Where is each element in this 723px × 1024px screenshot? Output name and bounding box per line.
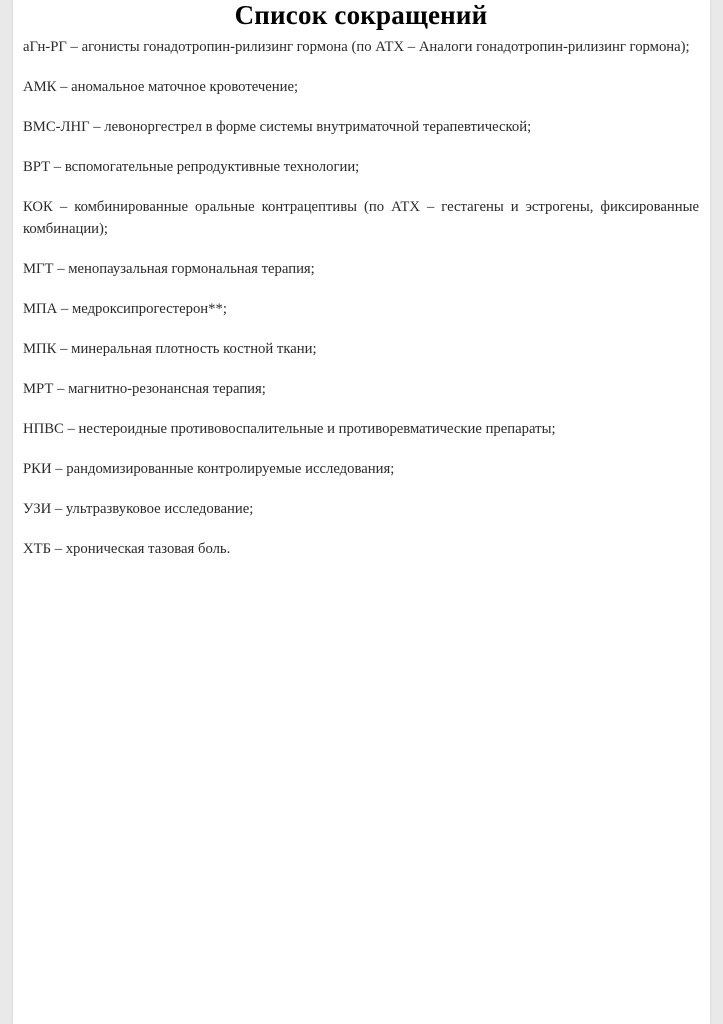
abbreviation-term: КОК <box>23 199 53 215</box>
abbreviation-definition: агонисты гонадотропин-рилизинг гормона (по АТХ – Аналоги гонадотропин-рилизинг гормона); <box>81 39 690 55</box>
separator-dash: – <box>57 381 65 397</box>
abbreviation-entry <box>23 258 699 280</box>
abbreviation-definition: комбинированные оральные контрацептивы (по АТХ – гестагены и эстрогены, фиксированные комбинации); <box>23 199 700 237</box>
abbreviation-entry <box>23 458 699 480</box>
page-content <box>23 0 699 578</box>
document-page <box>13 0 710 1024</box>
abbreviation-term: ВРТ <box>23 159 51 175</box>
abbreviation-entry <box>23 418 699 440</box>
abbreviation-definition: нестероидные противовоспалительные и противоревматические препараты; <box>78 421 556 437</box>
abbreviation-definition: медроксипрогестерон**; <box>71 301 227 317</box>
separator-dash: – <box>93 119 101 135</box>
abbreviation-definition: ультразвуковое исследование; <box>65 501 254 517</box>
abbreviation-entry <box>23 338 699 360</box>
abbreviation-definition: менопаузальная гормональная терапия; <box>68 261 315 277</box>
abbreviation-term: НПВС <box>23 421 64 437</box>
abbreviation-term: РКИ <box>23 461 52 477</box>
page-title: Список сокращений <box>234 0 488 30</box>
abbreviation-entry <box>23 538 699 560</box>
separator-dash: – <box>54 501 63 517</box>
abbreviation-definition: левоноргестрел в форме системы внутриматочной терапевтической; <box>104 119 532 135</box>
separator-dash: – <box>60 301 69 317</box>
abbreviation-definition: магнитно-резонансная терапия; <box>68 381 266 397</box>
separator-dash: – <box>57 261 65 277</box>
abbreviation-definition: хроническая тазовая боль. <box>65 541 231 557</box>
abbreviation-entry <box>23 36 699 58</box>
separator-dash: – <box>67 421 75 437</box>
abbreviation-entry <box>23 378 699 400</box>
abbreviation-term: МГТ <box>23 261 54 277</box>
separator-dash: – <box>60 79 68 95</box>
abbreviation-term: ХТБ <box>23 541 52 557</box>
abbreviation-entry <box>23 298 699 320</box>
abbreviation-term: МПА <box>23 301 58 317</box>
abbreviation-entry <box>23 196 699 240</box>
separator-dash: – <box>70 39 78 55</box>
separator-dash: – <box>60 341 68 357</box>
abbreviation-term: АМК <box>23 79 57 95</box>
abbreviation-term: ВМС-ЛНГ <box>23 119 90 135</box>
abbreviation-entry <box>23 76 699 98</box>
abbreviation-definition: рандомизированные контролируемые исследования; <box>66 461 395 477</box>
abbreviation-term: аГн-РГ <box>23 39 67 55</box>
separator-dash: – <box>53 159 62 175</box>
abbreviation-term: МРТ <box>23 381 54 397</box>
abbreviation-list <box>23 36 699 560</box>
abbreviation-definition: вспомогательные репродуктивные технологии; <box>64 159 360 175</box>
separator-dash: – <box>54 541 63 557</box>
separator-dash: – <box>55 461 63 477</box>
abbreviation-entry <box>23 116 699 138</box>
abbreviation-definition: аномальное маточное кровотечение; <box>71 79 299 95</box>
abbreviation-definition: минеральная плотность костной ткани; <box>71 341 317 357</box>
abbreviation-term: МПК <box>23 341 57 357</box>
abbreviation-entry <box>23 156 699 178</box>
abbreviation-entry <box>23 498 699 520</box>
abbreviation-term: УЗИ <box>23 501 52 517</box>
separator-dash: – <box>59 199 68 215</box>
